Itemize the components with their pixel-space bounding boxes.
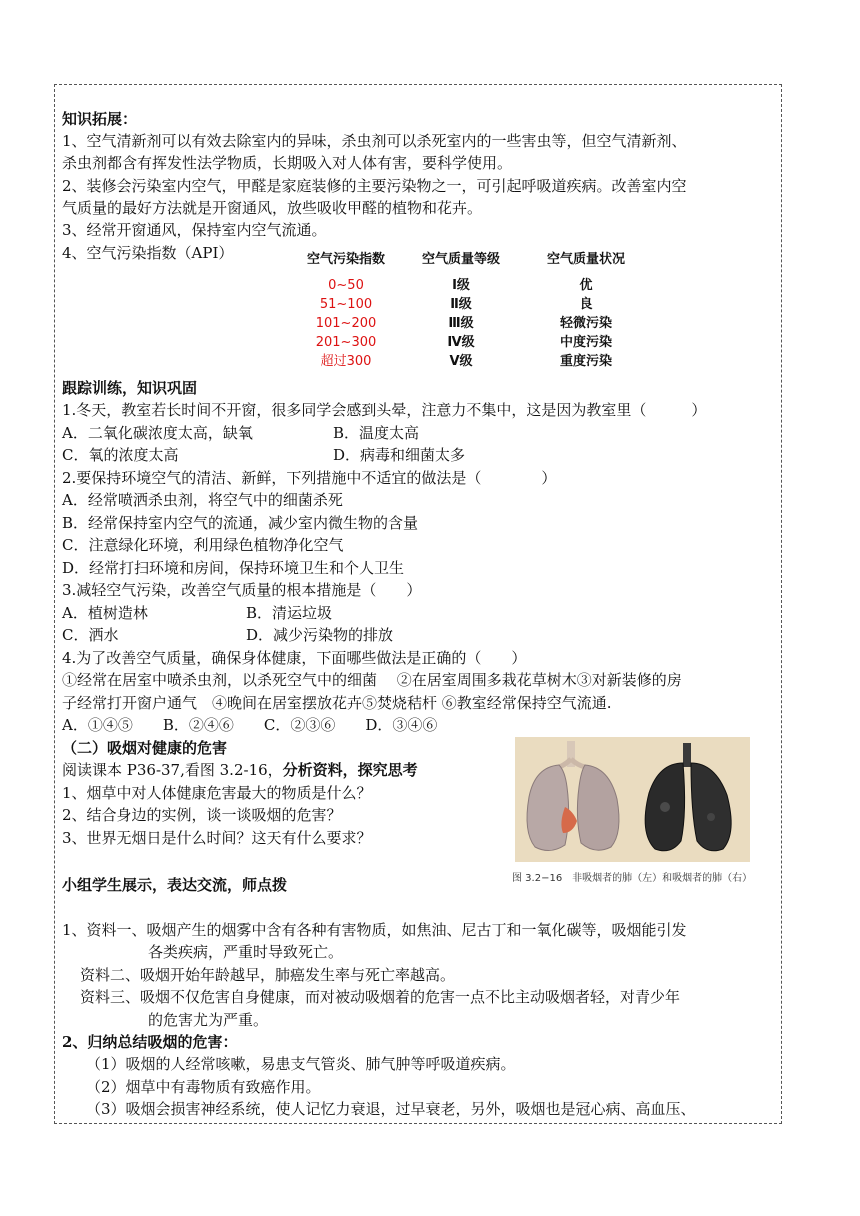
- q1-option-d: D．病毒和细菌太多: [333, 446, 466, 464]
- q1-option-c: C．氧的浓度太高: [62, 446, 179, 464]
- question-4: 4.为了改善空气质量，确保身体健康，下面哪些做法是正确的（ ）: [62, 649, 527, 667]
- api-grade: Ⅰ级: [452, 278, 470, 293]
- q2-option-c: C．注意绿化环境，利用绿色植物净化空气: [62, 536, 344, 554]
- smoking-question-2: 2、结合身边的实例，谈一谈吸烟的危害？: [62, 806, 342, 824]
- q2-option-a: A．经常喷洒杀虫剂，将空气中的细菌杀死: [62, 491, 343, 509]
- reading-instruction-text: 阅读课本 P36-37,看图 3.2-16，: [62, 761, 283, 779]
- api-index: 101~200: [315, 316, 377, 331]
- knowledge-p1: 1、空气清新剂可以有效去除室内的异味，杀虫剂可以杀死室内的一些害虫等，但空气清新剂、: [62, 132, 687, 150]
- q2-option-d: D．经常打扫环境和房间，保持环境卫生和个人卫生: [62, 559, 405, 577]
- api-index: 201~300: [315, 335, 377, 350]
- api-grade: Ⅱ级: [450, 297, 472, 312]
- api-header-status: 空气质量状况: [546, 252, 625, 267]
- group-heading: 小组学生展示，表达交流，师点拨: [62, 876, 288, 894]
- q2-option-b: B．经常保持室内空气的流通，减少室内微生物的含量: [62, 514, 419, 532]
- summary-item: （3）吸烟会损害神经系统，使人记忆力衰退，过早衰老，另外，吸烟也是冠心病、高血压、: [86, 1100, 696, 1118]
- api-table-header: [296, 248, 646, 272]
- summary-heading: 2、归纳总结吸烟的危害：: [62, 1033, 238, 1051]
- api-status: 中度污染: [559, 335, 612, 350]
- api-status: 优: [579, 278, 593, 293]
- api-table-row: [296, 333, 646, 352]
- smoking-question-3: 3、世界无烟日是什么时间？这天有什么要求？: [62, 829, 372, 847]
- summary-item: （1）吸烟的人经常咳嗽，易患支气管炎、肺气肿等呼吸道疾病。: [86, 1055, 516, 1073]
- knowledge-p3: 3、经常开窗通风，保持室内空气流通。: [62, 221, 327, 239]
- api-table-row: [296, 314, 646, 333]
- question-1: 1.冬天，教室若长时间不开窗，很多同学会感到头晕，注意力不集中，这是因为教室里（ ）: [62, 401, 707, 419]
- material-2: 资料二、吸烟开始年龄越早，肺癌发生率与死亡率越高。: [80, 966, 456, 984]
- q3-option-c: C．洒水: [62, 626, 119, 644]
- api-index: 51~100: [319, 297, 373, 312]
- q4-statement-2: 子经常打开窗户通气 ④晚间在居室摆放花卉⑤焚烧秸杆 ⑥教室经常保持空气流通.: [62, 694, 612, 712]
- summary-item: （2）烟草中有毒物质有致癌作用。: [86, 1078, 321, 1096]
- api-table-row: [296, 352, 646, 371]
- api-table: [296, 248, 646, 371]
- api-header-grade: 空气质量等级: [421, 252, 500, 267]
- material-1-cont: 各类疾病，严重时导致死亡。: [148, 943, 344, 961]
- api-index: 0~50: [328, 278, 364, 293]
- material-1: 1、资料一、吸烟产生的烟雾中含有各种有害物质，如焦油、尼古丁和一氧化碳等，吸烟能引发: [62, 921, 687, 939]
- smoking-question-1: 1、烟草中对人体健康危害最大的物质是什么？: [62, 784, 372, 802]
- api-status: 良: [579, 297, 593, 312]
- api-status: 轻微污染: [559, 316, 612, 331]
- reading-instruction: [62, 759, 418, 781]
- knowledge-p2: 2、装修会污染室内空气，甲醛是家庭装修的主要污染物之一，可引起呼吸道疾病。改善室内空: [62, 177, 687, 195]
- q3-option-a: A．植树造林: [62, 604, 148, 622]
- api-grade: Ⅳ级: [447, 335, 475, 350]
- api-table-row: [296, 276, 646, 295]
- smoking-heading: （二）吸烟对健康的危害: [62, 739, 228, 757]
- api-grade: Ⅲ级: [448, 316, 474, 331]
- knowledge-p1-cont: 杀虫剂都含有挥发性法学物质，长期吸入对人体有害，要科学使用。: [62, 154, 513, 172]
- material-3: 资料三、吸烟不仅危害自身健康，而对被动吸烟着的危害一点不比主动吸烟者轻，对青少年: [80, 988, 681, 1006]
- knowledge-p4: 4、空气污染指数（API）: [62, 244, 234, 262]
- q4-options: A．①④⑤ B．②④⑥ C．②③⑥ D．③④⑥: [62, 716, 438, 734]
- api-header-index: 空气污染指数: [306, 252, 385, 267]
- figure-caption: 图 3.2−16 非吸烟者的肺（左）和吸烟者的肺（右）: [512, 873, 753, 884]
- knowledge-heading: 知识拓展：: [62, 110, 138, 128]
- api-table-row: [296, 295, 646, 314]
- knowledge-p2-cont: 气质量的最好方法就是开窗通风，放些吸收甲醛的植物和花卉。: [62, 199, 483, 217]
- question-2: 2.要保持环境空气的清洁、新鲜，下列措施中不适宜的做法是（ ）: [62, 469, 557, 487]
- reading-instruction-emphasis: 分析资料，探究思考: [282, 761, 418, 779]
- material-3-cont: 的危害尤为严重。: [148, 1011, 269, 1029]
- api-index: 超过300: [320, 354, 372, 369]
- api-grade: Ⅴ级: [449, 354, 473, 369]
- q1-option-a: A．二氧化碳浓度太高，缺氧: [62, 424, 253, 442]
- q3-option-d: D．减少污染物的排放: [246, 626, 394, 644]
- q3-option-b: B．清运垃圾: [246, 604, 333, 622]
- practice-heading: 跟踪训练，知识巩固: [62, 379, 198, 397]
- q4-statement-1: ①经常在居室中喷杀虫剂，以杀死空气中的细菌 ②在居室周围多栽花草树木③对新装修的房: [62, 671, 682, 689]
- api-status: 重度污染: [559, 354, 612, 369]
- question-3: 3.减轻空气污染，改善空气质量的根本措施是（ ）: [62, 581, 422, 599]
- q1-option-b: B．温度太高: [333, 424, 420, 442]
- lungs-figure: [515, 737, 750, 862]
- lungs-illustration: [515, 737, 750, 862]
